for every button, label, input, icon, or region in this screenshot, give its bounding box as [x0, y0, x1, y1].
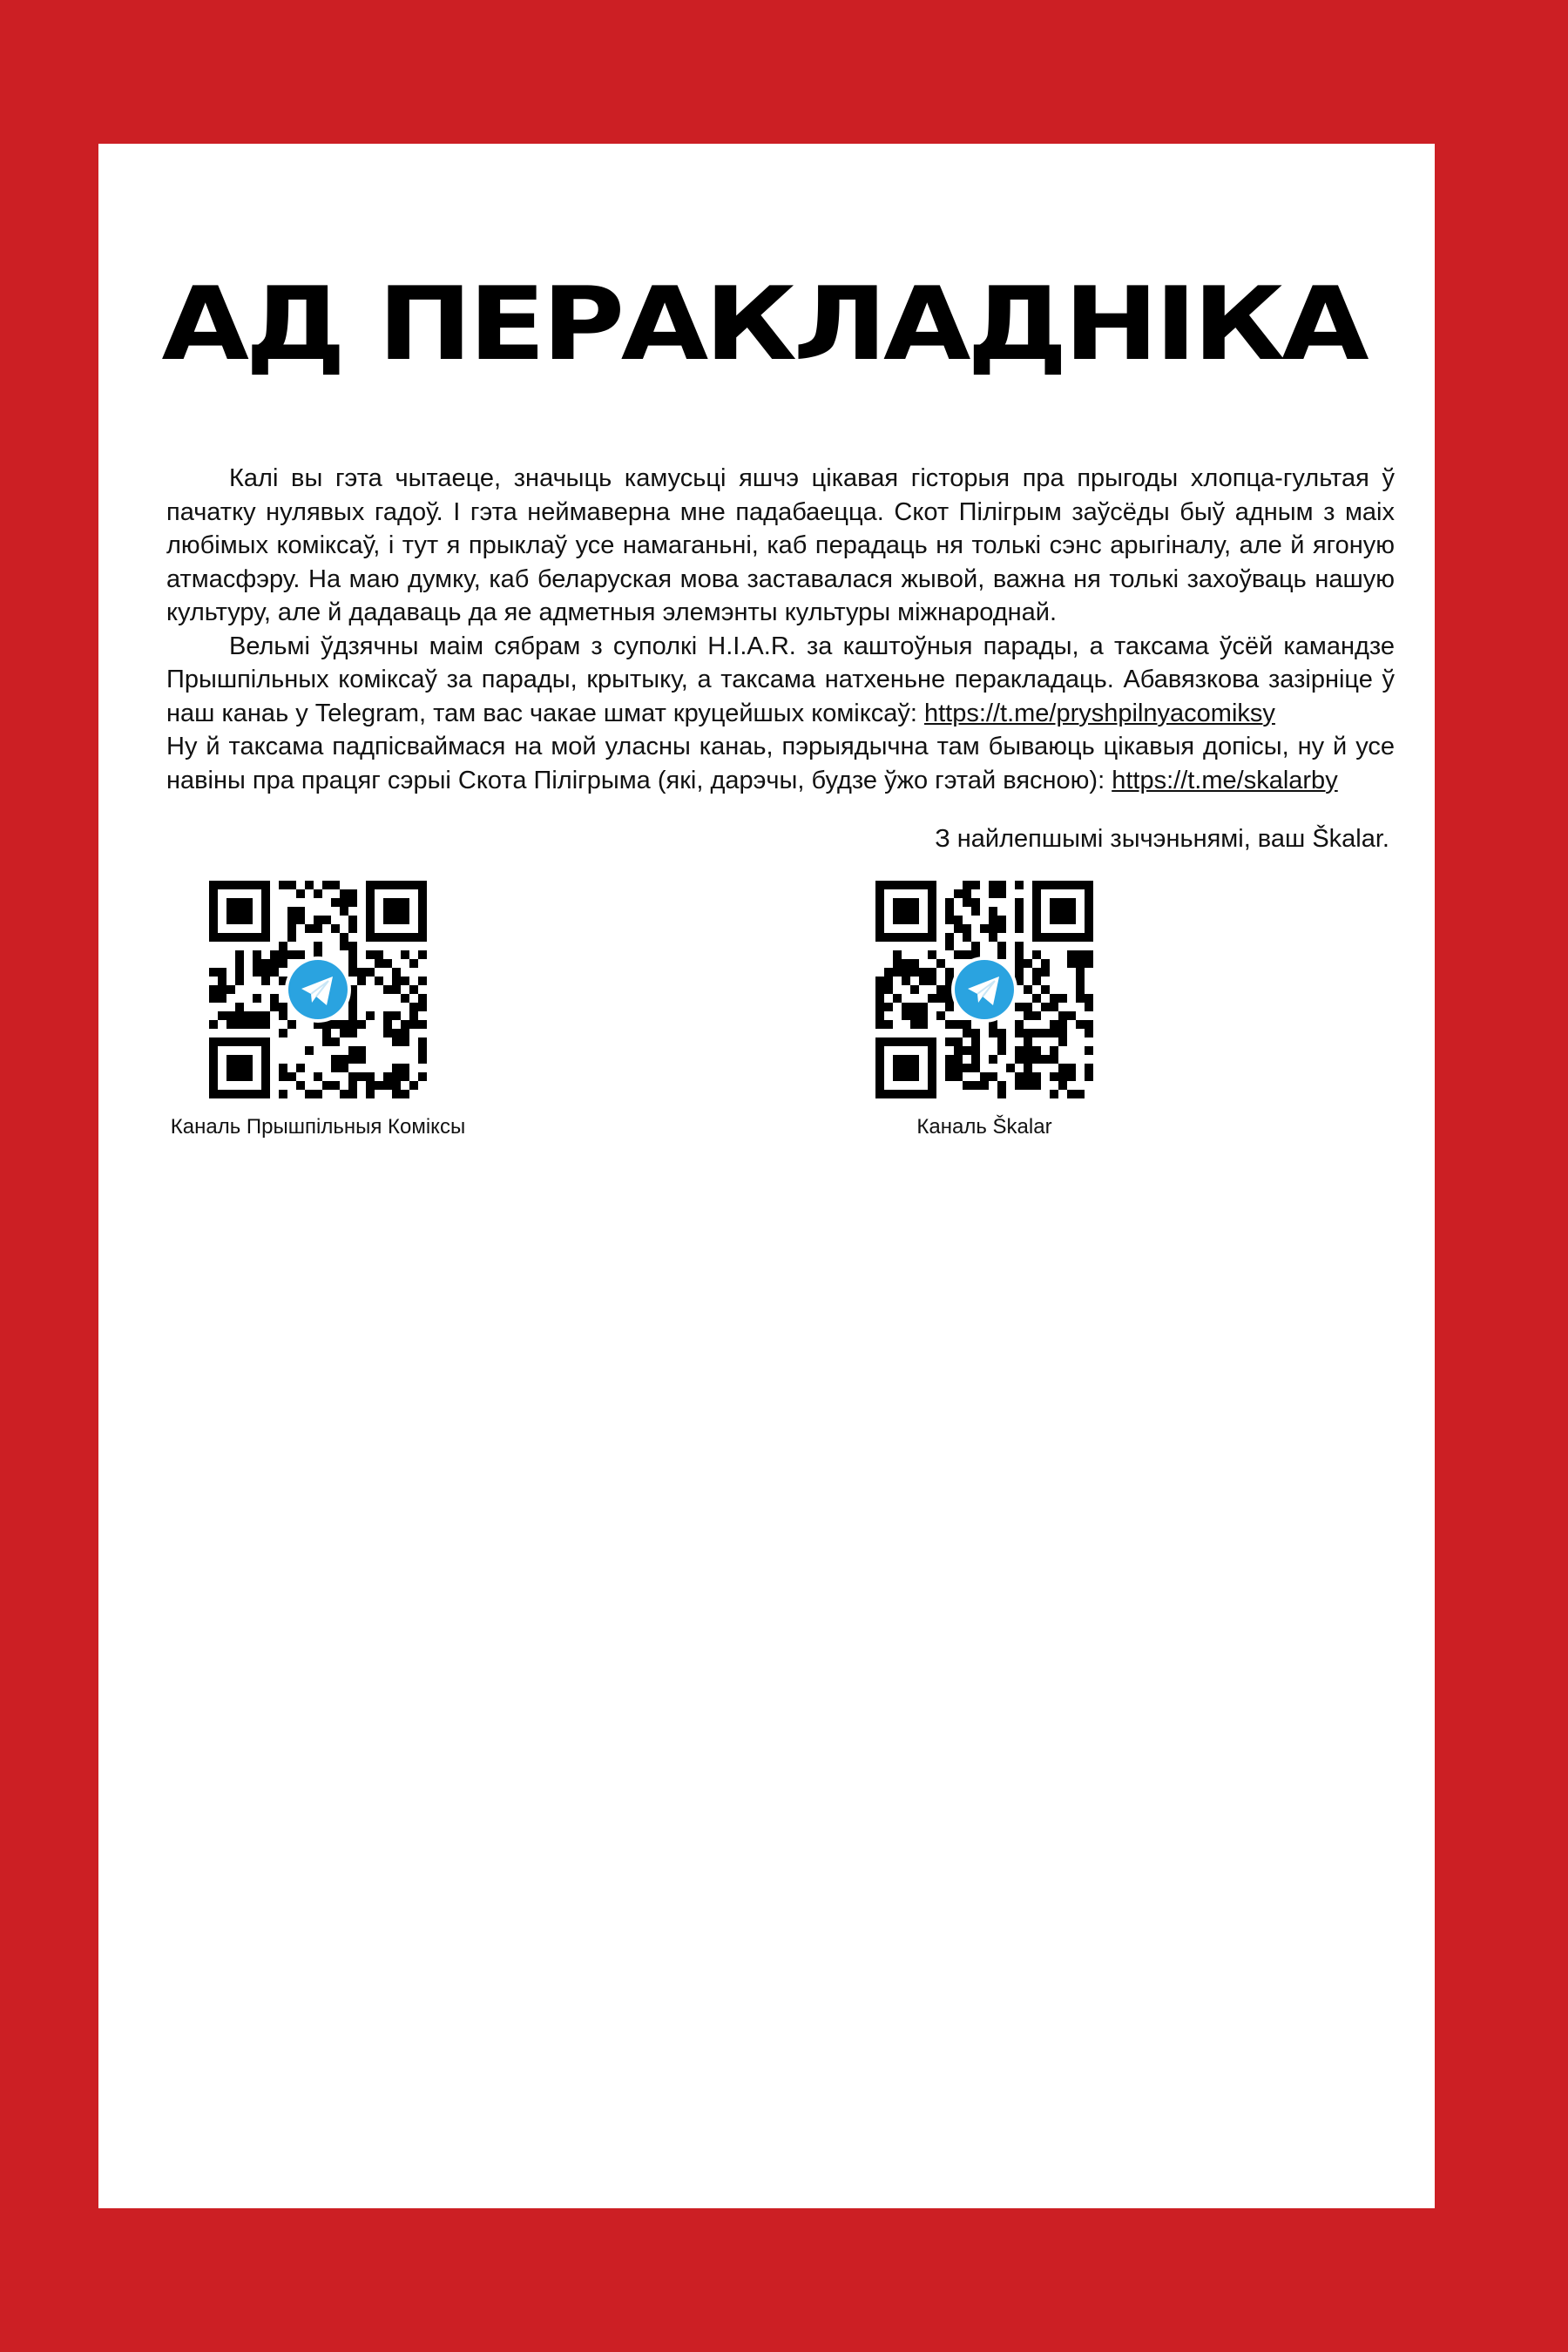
qr-caption-skalar: Каналь Škalar	[916, 1115, 1052, 1139]
telegram-icon	[955, 960, 1014, 1019]
translator-note	[166, 462, 1395, 797]
qr-code-pryshpilnya[interactable]	[208, 880, 428, 1099]
link-skalar[interactable]: https://t.me/skalarby	[1112, 766, 1338, 794]
qr-caption-pryshpilnya: Каналь Прышпільныя Коміксы	[170, 1115, 466, 1139]
paragraph-thanks	[166, 630, 1395, 798]
page-title: АД ПЕРАКЛАДНІКА	[161, 266, 1366, 383]
paragraph-subscribe-text: Ну й таксама падпісваймася на мой уласны канаь, пэрыядычна там бываюць цікавыя допісы, ну й усе навіны пра працяг сэрыі Скота Пілігрыма (які, дарэчы, будзе ўжо гэтай вясною):	[166, 733, 1395, 794]
qr-block-skalar	[767, 880, 1202, 1139]
telegram-icon	[288, 960, 348, 1019]
link-pryshpilnya[interactable]: https://t.me/pryshpilnyacomiksy	[923, 699, 1275, 727]
paragraph-intro: Калі вы гэта чытаеце, значыць камусьці яшчэ цікавая гісторыя пра прыгоды хлопца-гультая ў пачатку нулявых гадоў. І гэта неймаверна мне падабаецца. Скот Пілігрым заўсёды быў адным з маіх любімых коміксаў, і тут я прыклаў усе намаганьні, каб перадаць ня толькі сэнс арыгіналу, але й ягоную атмасфэру. На маю думку, каб беларуская мова заставалася жывой, важна ня толькі захоўваць нашую культуру, але й дадаваць да яе адметныя элемэнты культуры міжнароднай.	[166, 464, 1395, 626]
page-sheet	[98, 144, 1435, 2208]
qr-block-pryshpilnya	[100, 880, 536, 1139]
qr-code-skalar[interactable]	[875, 880, 1094, 1099]
paragraph-thanks-text: Вельмі ўдзячны маім сябрам з суполкі H.I.A.R. за каштоўныя парады, а таксама ўсёй камандзе Прышпільных коміксаў за парады, крытыку, а таксама натхеньне перакладаць. Абавязкова зазірніце ў наш канаь у Telegram, там вас чакае шмат круцейшых коміксаў:	[166, 632, 1395, 727]
signature: З найлепшымі зычэньнямі, ваш Škalar.	[935, 825, 1389, 853]
